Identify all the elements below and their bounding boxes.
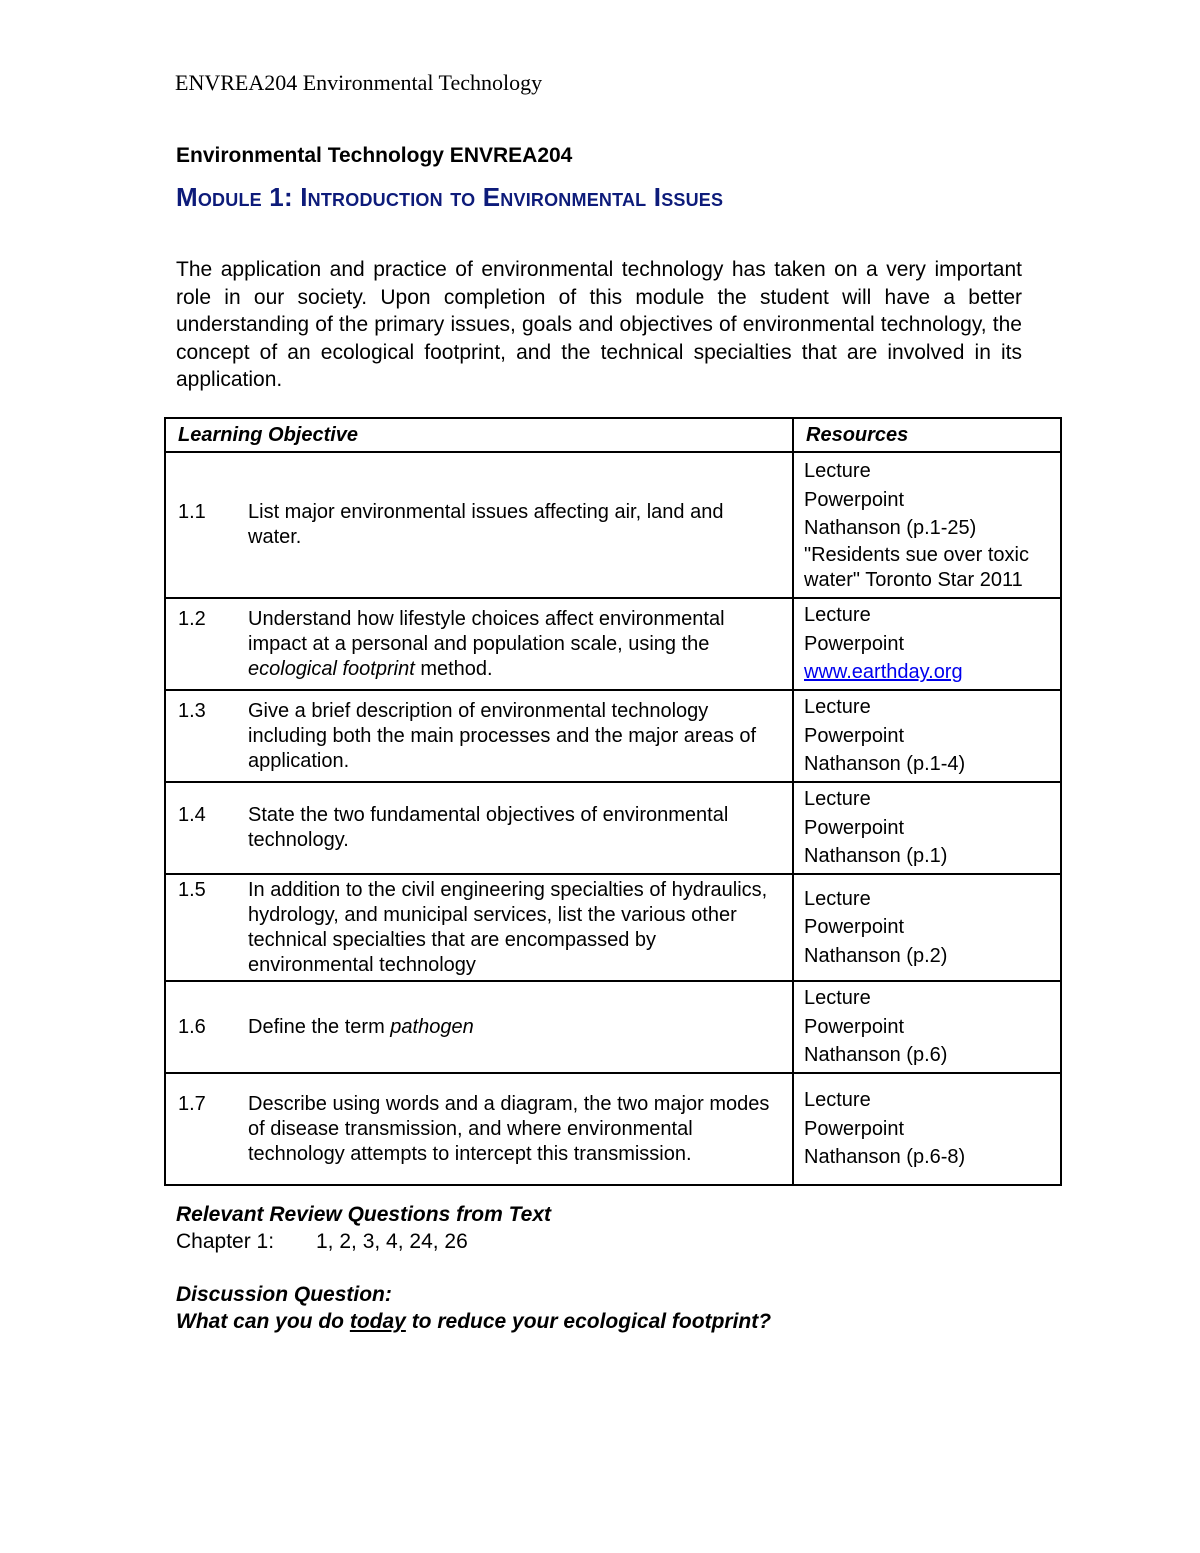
table-row <box>165 690 1061 782</box>
objective-cell <box>165 598 793 690</box>
emphasis-term: pathogen <box>390 1015 474 1038</box>
discussion-question: What can you do today to reduce your ecological footprint? <box>176 1310 772 1333</box>
review-questions-line <box>176 1230 468 1254</box>
objective-text: In addition to the civil engineering specialties of hydraulics, hydrology, and municipal services, list the various other technical specialties that are encompassed by environmental technology <box>248 878 768 976</box>
document-title: Environmental Technology ENVREA204 <box>176 144 573 167</box>
objective-number: 1.2 <box>178 608 206 630</box>
table-row <box>165 1073 1061 1185</box>
resources-cell <box>793 874 1061 981</box>
table-row <box>165 598 1061 690</box>
chapter-label: Chapter 1: <box>176 1230 275 1253</box>
objective-text: Define the term pathogen <box>248 1015 474 1038</box>
objective-text: Give a brief description of environmental technology including both the main processes and the major areas of application. <box>248 700 757 772</box>
discussion-heading: Discussion Question: <box>176 1283 392 1306</box>
table-header-row <box>165 418 1061 452</box>
objective-number: 1.7 <box>178 1092 206 1115</box>
objective-number: 1.4 <box>178 804 206 826</box>
resources-cell <box>793 981 1061 1073</box>
resources-cell <box>793 690 1061 782</box>
intro-paragraph: The application and practice of environmental technology has taken on a very important role in our society. Upon completion of this module the student will have a better understanding of the primary issues, goals and objectives of environmental technology, the concept of an ecological footprint, and the technical specialties that are involved in its application. <box>176 258 1022 391</box>
table-row <box>165 782 1061 874</box>
earthday-link[interactable]: www.earthday.org <box>804 661 963 684</box>
resource-item: Powerpoint <box>804 916 905 939</box>
objective-cell <box>165 782 793 874</box>
resource-item: Lecture <box>804 604 871 627</box>
resource-item: Powerpoint <box>804 816 905 839</box>
review-heading: Relevant Review Questions from Text <box>176 1203 551 1226</box>
resources-cell <box>793 452 1061 598</box>
running-header: ENVREA204 Environmental Technology <box>175 70 543 95</box>
resource-item: Powerpoint <box>804 1015 905 1038</box>
table-row <box>165 981 1061 1073</box>
resources-cell <box>793 598 1061 690</box>
objective-number: 1.6 <box>178 1015 206 1038</box>
objective-number: 1.3 <box>178 700 206 722</box>
resource-item: Lecture <box>804 696 871 719</box>
resource-item: Powerpoint <box>804 724 905 747</box>
objective-number: 1.1 <box>178 501 206 523</box>
objective-cell <box>165 981 793 1073</box>
resource-item: Powerpoint <box>804 1117 905 1140</box>
resource-item: Powerpoint <box>804 632 905 655</box>
resource-item: Lecture <box>804 987 871 1010</box>
question-numbers: 1, 2, 3, 4, 24, 26 <box>316 1230 468 1253</box>
objective-text: Understand how lifestyle choices affect environmental impact at a personal and population scale, using the ecological footprint method. <box>248 608 725 680</box>
objective-text: Describe using words and a diagram, the two major modes of disease transmission, and where environmental technology attempts to intercept this transmission. <box>248 1092 770 1165</box>
module-heading: Module 1: Introduction to Environmental Issues <box>176 182 724 212</box>
resource-item: Nathanson (p.6) <box>804 1044 948 1067</box>
resource-item: Nathanson (p.2) <box>804 944 948 967</box>
underlined-today: today <box>349 1310 406 1333</box>
resource-item: Nathanson (p.1) <box>804 845 948 868</box>
objective-text: State the two fundamental objectives of environmental technology. <box>248 804 729 851</box>
table-row <box>165 452 1061 598</box>
resource-item: Lecture <box>804 1089 871 1112</box>
resources-cell <box>793 782 1061 874</box>
resources-cell <box>793 1073 1061 1185</box>
resource-item: Lecture <box>804 460 871 483</box>
emphasis-term: ecological footprint <box>248 658 415 680</box>
objective-cell <box>165 690 793 782</box>
header-learning-objective: Learning Objective <box>165 418 793 452</box>
resource-item: Nathanson (p.6-8) <box>804 1146 966 1169</box>
resource-item: "Residents sue over toxic water" Toronto Star 2011 <box>804 543 1029 591</box>
objective-cell <box>165 1073 793 1185</box>
resource-item: Nathanson (p.1-25) <box>804 517 977 540</box>
resource-item: Lecture <box>804 887 871 910</box>
resource-item: Nathanson (p.1-4) <box>804 753 966 776</box>
learning-objectives-table <box>164 417 1062 1186</box>
table-row <box>165 874 1061 981</box>
objective-text: List major environmental issues affecting air, land and water. <box>248 501 724 548</box>
resource-item: Powerpoint <box>804 488 905 511</box>
header-resources: Resources <box>793 418 1061 452</box>
resource-item: Lecture <box>804 788 871 811</box>
objective-cell <box>165 452 793 598</box>
objective-number: 1.5 <box>178 878 206 901</box>
objective-cell <box>165 874 793 981</box>
